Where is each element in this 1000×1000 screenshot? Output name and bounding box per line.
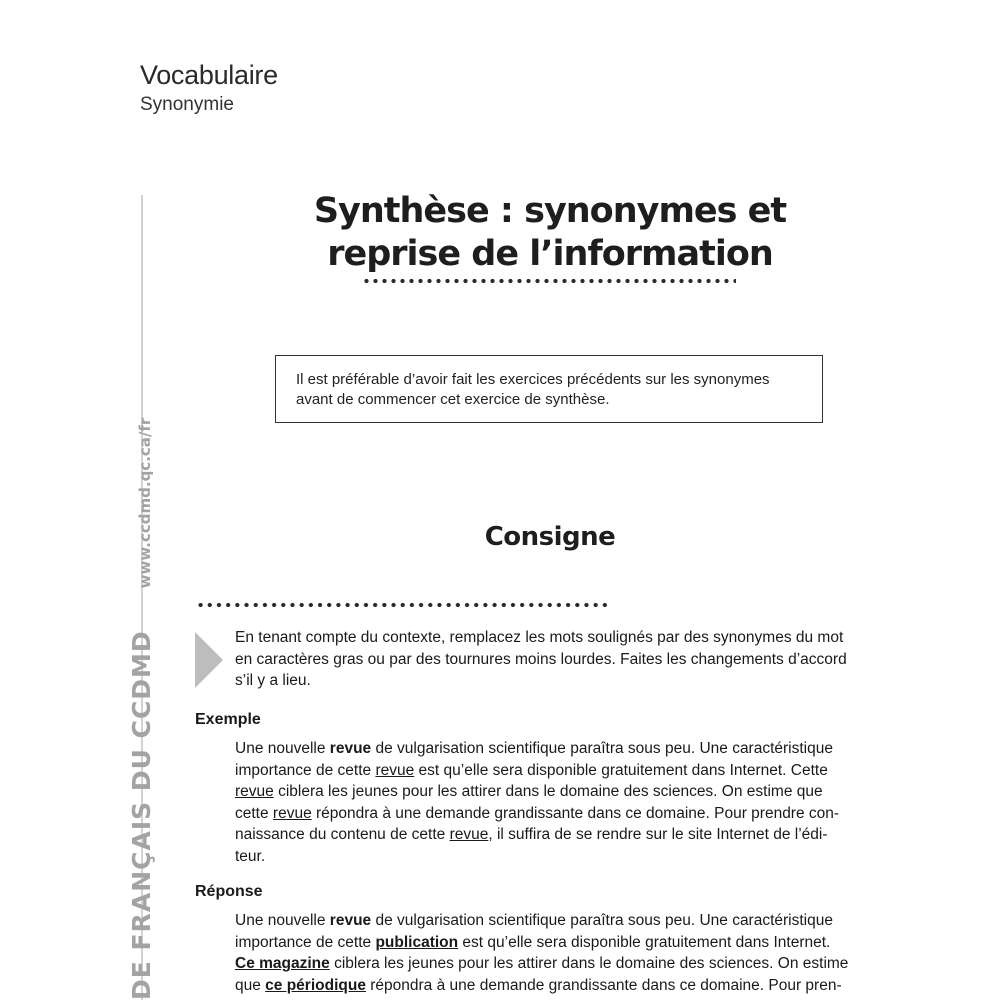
instruction-line-1: En tenant compte du contexte, remplacez les mots soulignés par des synonymes du mot: [235, 629, 844, 646]
underlined-word: revue: [235, 783, 274, 800]
title-dotted-rule: [362, 278, 736, 284]
note-line-1: Il est préférable d’avoir fait les exercices précédents sur les synonymes: [296, 371, 770, 388]
example-paragraph: [235, 738, 903, 867]
replacement-word: ce périodique: [265, 976, 366, 994]
section-title: Vocabulaire: [140, 60, 278, 90]
note-line-2: avant de commencer cet exercice de synthèse.: [296, 391, 610, 408]
consigne-heading: Consigne: [484, 522, 616, 552]
answer-line-1: Une nouvelle revue de vulgarisation scientifique paraîtra sous peu. Une caractéristique: [235, 912, 833, 929]
instruction-line-2: en caractères gras ou par des tournures moins lourdes. Faites les changements d’accord: [235, 650, 847, 668]
answer-line-3: Ce magazine ciblera les jeunes pour les attirer dans le domaine des sciences. On estime: [235, 955, 849, 972]
title-line-2: reprise de l’information: [327, 234, 773, 274]
example-line-4: cette revue répondra à une demande grandissante dans ce domaine. Pour prendre con-: [235, 804, 840, 822]
side-watermark: [127, 418, 156, 1000]
subsection-title: Synonymie: [140, 94, 234, 115]
replacement-word: publication: [375, 933, 459, 951]
example-heading: Exemple: [195, 711, 261, 728]
instruction-line-3: s’il y a lieu.: [235, 672, 311, 689]
answer-line-2: importance de cette publication est qu’elle sera disponible gratuitement dans Internet.: [235, 933, 831, 951]
example-line-6: teur.: [235, 847, 266, 865]
example-line-1: Une nouvelle revue de vulgarisation scientifique paraîtra sous peu. Une caractéristique: [235, 740, 833, 757]
page-title: [250, 190, 850, 276]
example-line-2: importance de cette revue est qu’elle sera disponible gratuitement dans Internet. Cette: [235, 761, 828, 779]
replacement-word: Ce magazine: [235, 955, 330, 972]
underlined-word: revue: [375, 761, 415, 779]
instruction-text: [235, 627, 903, 692]
example-line-3: revue ciblera les jeunes pour les attirer dans le domaine des sciences. On estime que: [235, 783, 823, 800]
prerequisite-note: [275, 355, 823, 423]
side-publisher: DE FRANÇAIS DU CCDMD: [127, 630, 156, 1000]
answer-heading: Réponse: [195, 883, 263, 900]
keyword: revue: [329, 912, 372, 929]
arrow-icon: [195, 632, 223, 688]
underlined-word: revue: [449, 826, 489, 843]
example-line-5: naissance du contenu de cette revue, il suffira de se rendre sur le site Internet de l’édi-: [235, 826, 828, 843]
underlined-word: revue: [272, 804, 312, 822]
answer-line-4: que ce périodique répondra à une demande grandissante dans ce domaine. Pour pren-: [235, 976, 842, 994]
title-line-1: Synthèse : synonymes et: [313, 191, 787, 231]
consigne-dotted-rule: [196, 602, 608, 608]
keyword: revue: [329, 740, 372, 757]
answer-paragraph: [235, 910, 903, 996]
side-url: www.ccdmd.qc.ca/fr: [136, 417, 154, 589]
